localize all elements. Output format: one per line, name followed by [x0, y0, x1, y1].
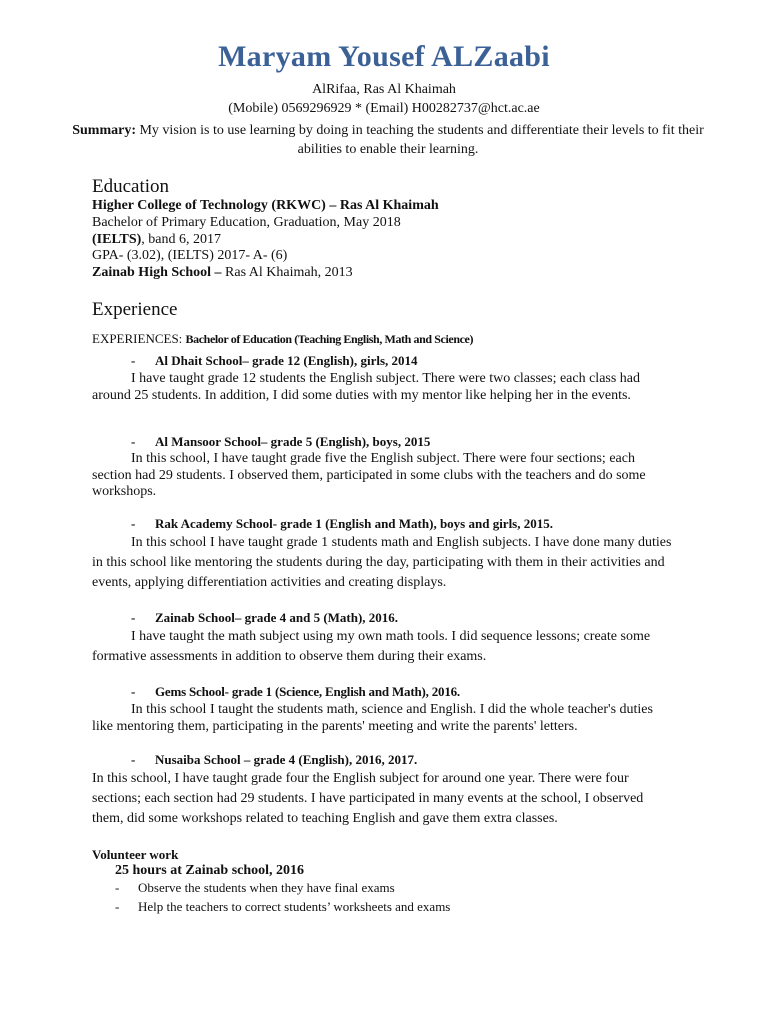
summary-text: My vision is to use learning by doing in teaching the students and differentiate their levels to fit their abilities to enable their learning. [135, 123, 704, 157]
experience-sub-text: Bachelor of Education (Teaching English, Math and Science) [185, 332, 474, 346]
education-heading: Education [92, 176, 170, 197]
high-school-line [92, 265, 353, 281]
experience-sub-label: EXPERIENCES: [92, 331, 186, 346]
bullet-dash: - [131, 610, 136, 625]
experience-subheading [92, 331, 473, 347]
bullet-dash: - [131, 752, 136, 767]
address-line: AlRifaa, Ras Al Khaimah [312, 82, 456, 97]
experience-text-1: I have taught grade 12 students the English subject. There were two classes; each class had around 25 students. In addition, I did some duties with my mentor like helping her in the events. [92, 371, 641, 403]
bullet-dash: - [115, 899, 120, 914]
experience-title-1: - Al Dhait School– grade 12 (English), girls, 2014 [131, 353, 418, 368]
ielts-text: , band 6, 2017 [141, 232, 222, 247]
experience-text-5: In this school I taught the students math, science and English. I did the whole teacher's duties like mentoring them, participating in the parents' meeting and write the parents' letters. [92, 702, 653, 734]
college-line: Higher College of Technology (RKWC) – Ras Al Khaimah [92, 198, 439, 213]
experience-title-4: - Zainab School– grade 4 and 5 (Math), 2016. [131, 610, 399, 625]
experience-text-4: I have taught the math subject using my own math tools. I did sequence lessons; create some formative assessments in addition to observe them during their exams. [92, 629, 651, 664]
volunteer-item-2: - Help the teachers to correct students’ worksheets and exams [115, 899, 451, 914]
high-school-label: Zainab High School – [92, 265, 222, 280]
experience-heading: Experience [92, 299, 178, 320]
contact-line: (Mobile) 0569296929 * (Email) H00282737@hct.ac.ae [228, 101, 540, 116]
resume-name: Maryam Yousef ALZaabi [218, 40, 550, 73]
degree-line: Bachelor of Primary Education, Graduation, May 2018 [92, 215, 401, 230]
ielts-line [92, 232, 221, 248]
experience-text-2: In this school, I have taught grade five the English subject. There were four sections; each section had 29 students. I observed them, participated in some clubs with the teachers and do some workshops. [92, 451, 646, 499]
summary-label: Summary: [72, 123, 136, 138]
bullet-dash: - [131, 353, 136, 368]
bullet-dash: - [115, 880, 120, 895]
experience-title-2: - Al Mansoor School– grade 5 (English), boys, 2015 [131, 434, 431, 449]
experience-text-3: In this school I have taught grade 1 students math and English subjects. I have done many duties in this school like mentoring the students during the day, participating with them in their activities and events, applying differentiation activities and creating displays. [92, 535, 672, 590]
bullet-dash: - [131, 516, 136, 531]
volunteer-hours: 25 hours at Zainab school, 2016 [115, 863, 305, 878]
bullet-dash: - [131, 434, 136, 449]
bullet-dash: - [131, 684, 136, 699]
experience-title-5: - Gems School- grade 1 (Science, English and Math), 2016. [131, 684, 460, 699]
volunteer-heading: Volunteer work [92, 847, 179, 862]
high-school-text: Ras Al Khaimah, 2013 [221, 265, 353, 280]
ielts-label: (IELTS) [92, 232, 142, 247]
summary [60, 121, 716, 159]
experience-text-6: In this school, I have taught grade four the English subject for around one year. There were four sections; each section had 29 students. I have participated in many events at the school, I observed them, did some workshops related to teaching English and gave them extra classes. [92, 771, 644, 826]
volunteer-item-1: - Observe the students when they have final exams [115, 880, 395, 895]
experience-title-6: - Nusaiba School – grade 4 (English), 2016, 2017. [131, 752, 418, 767]
gpa-line: GPA- (3.02), (IELTS) 2017- A- (6) [92, 248, 288, 263]
experience-title-3: - Rak Academy School- grade 1 (English and Math), boys and girls, 2015. [131, 516, 553, 531]
